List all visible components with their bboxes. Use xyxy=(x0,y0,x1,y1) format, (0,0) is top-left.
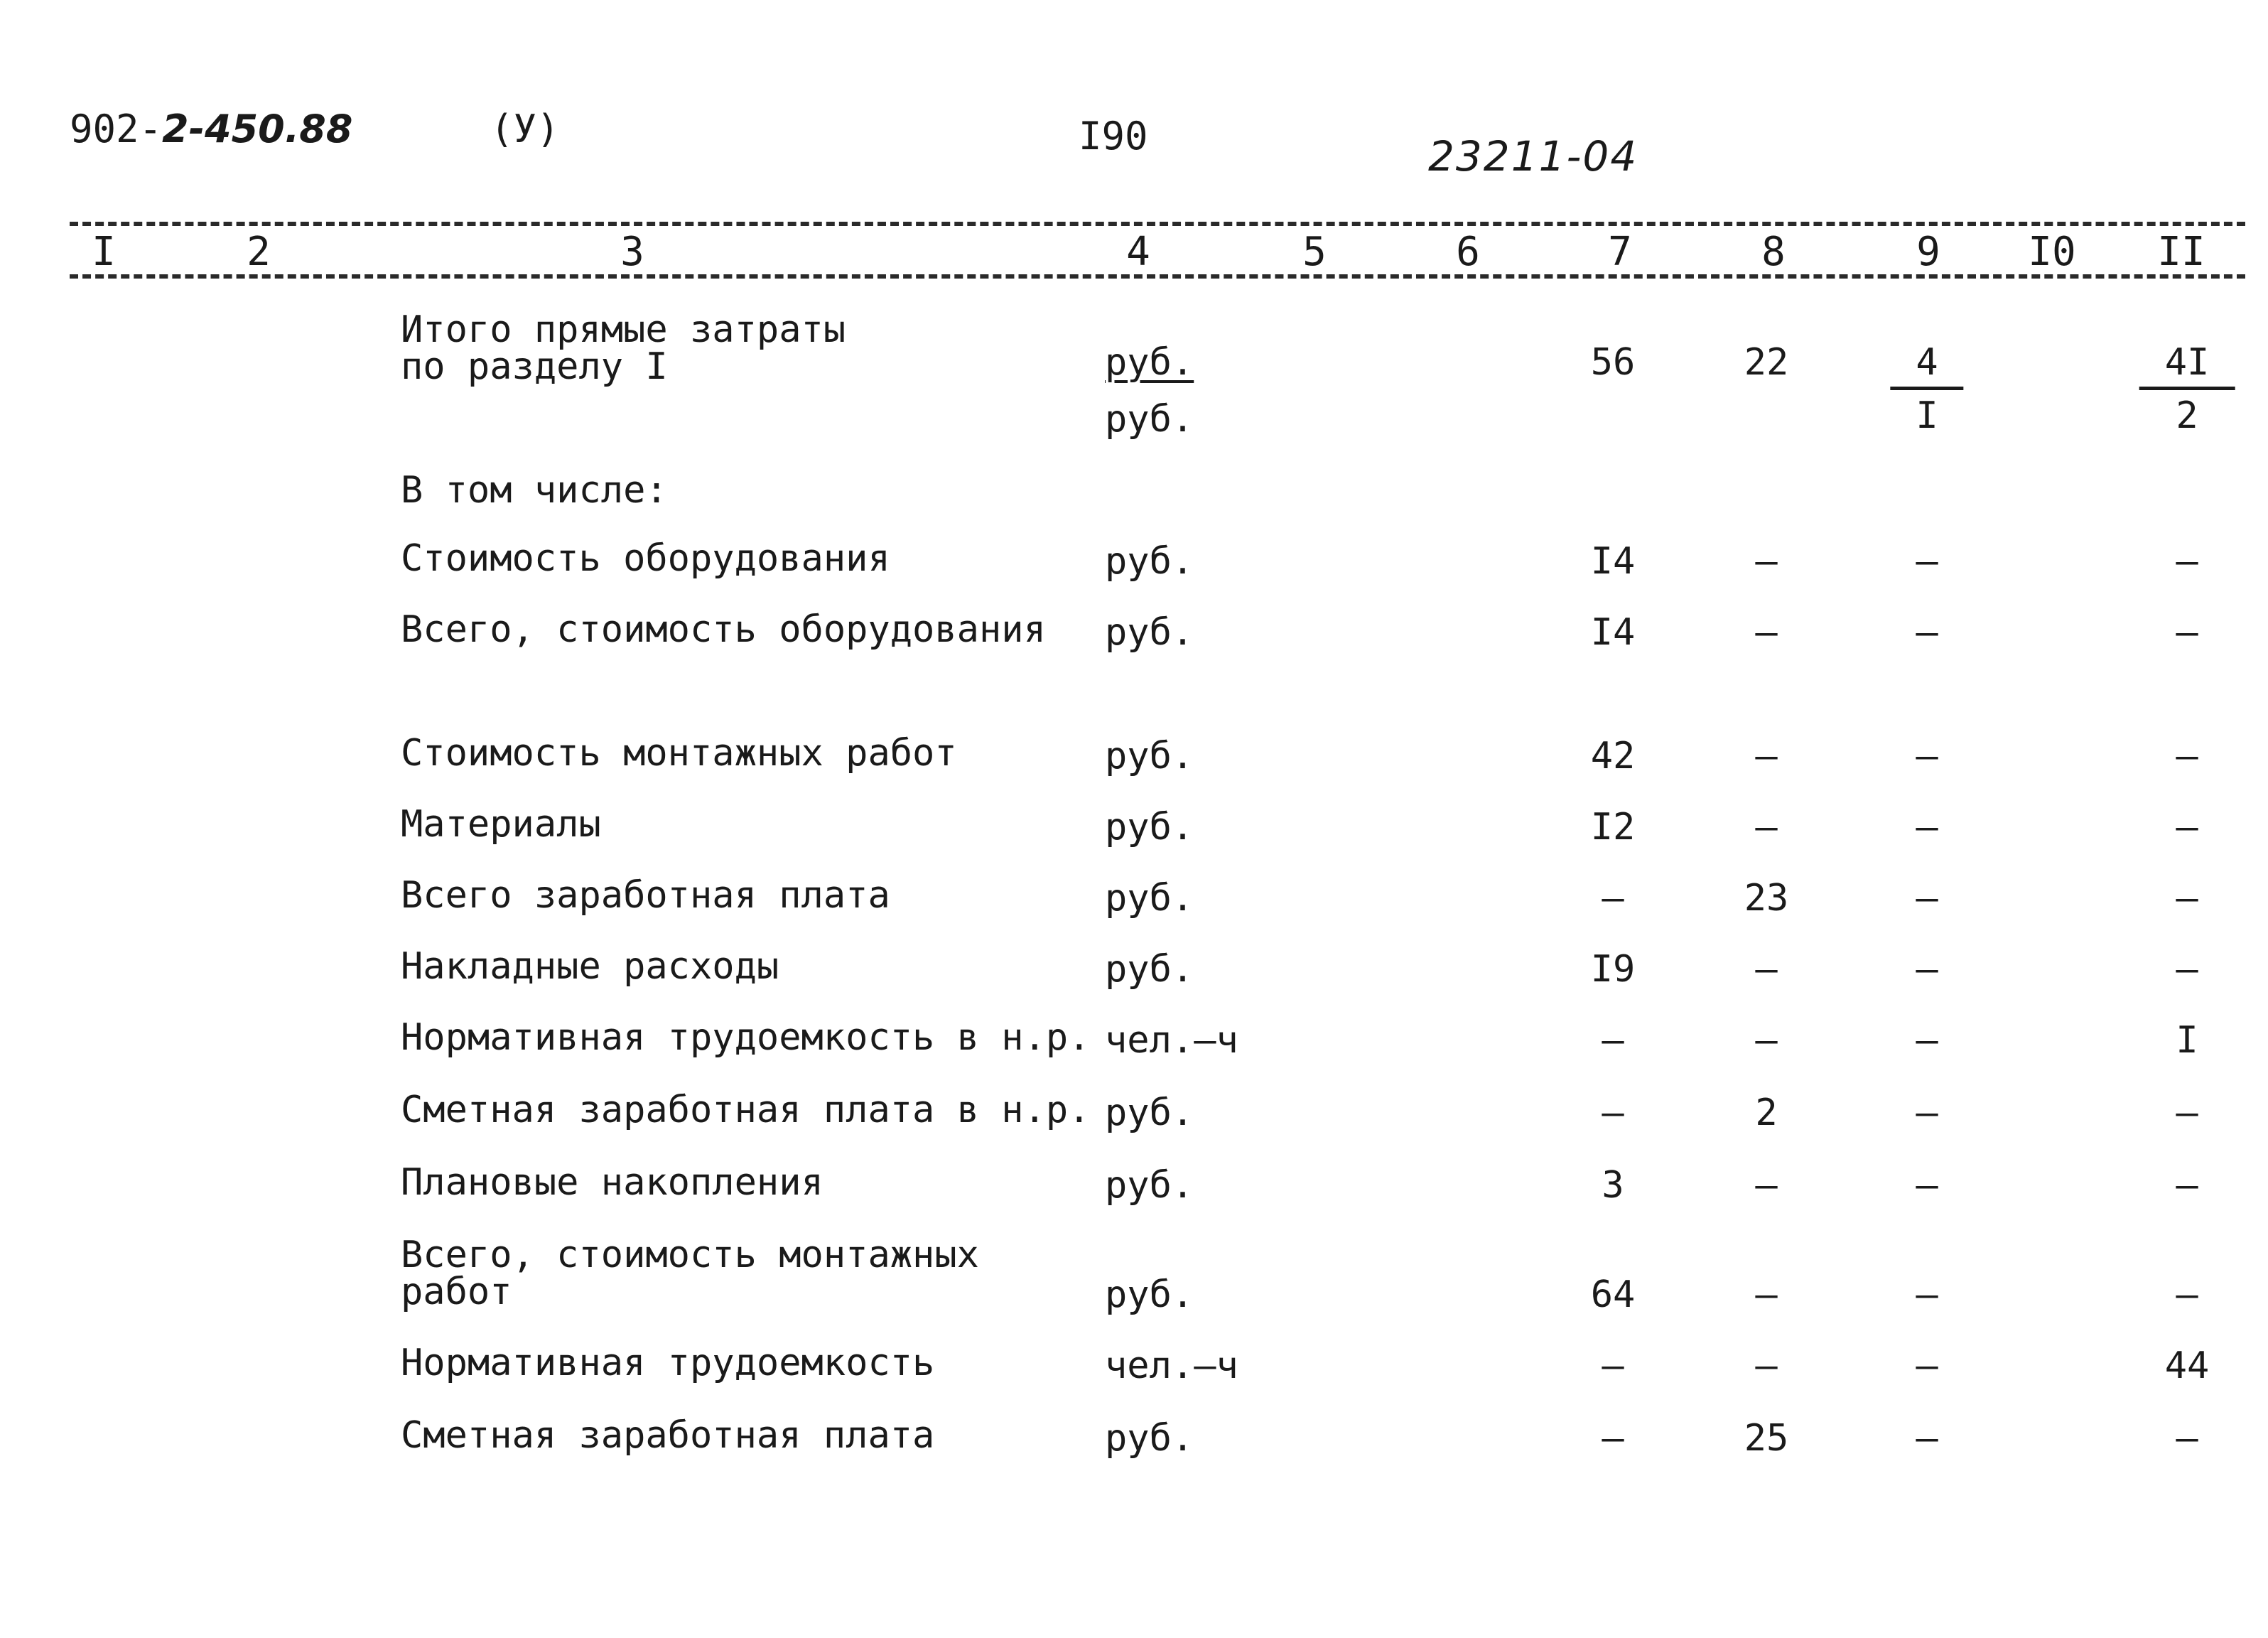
total-label-line1: Итого прямые затраты xyxy=(401,308,846,351)
row-col11: – xyxy=(2176,611,2198,654)
row-col11: – xyxy=(2176,1092,2198,1134)
row-label: Нормативная трудоемкость в н.р. xyxy=(401,1016,1091,1059)
row-col8: – xyxy=(1755,611,1778,654)
row-col9: – xyxy=(1916,611,1938,654)
row-label: Всего заработная плата xyxy=(401,874,890,917)
row-col8: – xyxy=(1755,806,1778,848)
document-code-prefix: 902- xyxy=(70,107,163,151)
row-col7: 64 xyxy=(1590,1273,1636,1316)
row-col9: – xyxy=(1916,1273,1938,1316)
row-col9: – xyxy=(1916,1417,1938,1460)
table-row xyxy=(0,874,2268,941)
column-header-2: 2 xyxy=(247,229,271,275)
column-header-4: 4 xyxy=(1126,229,1150,275)
row-label-line2: работ xyxy=(401,1271,512,1313)
row-label: Накладные расходы xyxy=(401,945,779,988)
table-row xyxy=(0,1161,2268,1228)
row-col9: – xyxy=(1916,877,1938,920)
row-col9: – xyxy=(1916,948,1938,991)
column-header-8: 8 xyxy=(1761,229,1786,275)
total-label xyxy=(401,308,846,388)
table-row xyxy=(0,803,2268,870)
row-unit: чел.–ч xyxy=(1105,1345,1238,1387)
total-col7: 56 xyxy=(1590,341,1636,384)
row-label: Всего, стоимость оборудования xyxy=(401,608,1046,651)
column-header-10: I0 xyxy=(2028,229,2076,275)
row-unit: руб. xyxy=(1105,1417,1194,1460)
row-unit: руб. xyxy=(1105,1092,1194,1134)
row-col7: 42 xyxy=(1590,735,1636,777)
total-label-line2: по разделу I xyxy=(401,345,668,388)
document-code-handwritten: 2-450.88 xyxy=(162,107,353,151)
column-header-11: II xyxy=(2157,229,2205,275)
row-col11: – xyxy=(2176,540,2198,583)
row-col11: – xyxy=(2176,1273,2198,1316)
table-row xyxy=(0,945,2268,1012)
subheading-including: В том числе: xyxy=(401,469,668,512)
table-row xyxy=(0,1414,2268,1481)
total-col11-fraction xyxy=(2139,341,2235,437)
row-label: Сметная заработная плата в н.р. xyxy=(401,1089,1091,1131)
row-col8: – xyxy=(1755,1273,1778,1316)
row-col8: – xyxy=(1755,1164,1778,1207)
column-header-5: 5 xyxy=(1302,229,1327,275)
document-mark: (У) xyxy=(490,107,560,151)
page-number: I90 xyxy=(1079,114,1148,158)
row-col7: 3 xyxy=(1602,1164,1624,1207)
row-label: Стоимость монтажных работ xyxy=(401,732,957,775)
row-col9: – xyxy=(1916,735,1938,777)
row-label: Стоимость оборудования xyxy=(401,537,890,580)
row-col8: 2 xyxy=(1755,1092,1778,1134)
row-col8: 25 xyxy=(1744,1417,1789,1460)
table-row xyxy=(0,1016,2268,1083)
row-unit: руб. xyxy=(1105,1273,1194,1316)
total-col9-numerator: 4 xyxy=(1890,341,1963,390)
row-col11: – xyxy=(2176,735,2198,777)
table-row xyxy=(0,537,2268,604)
row-col7: – xyxy=(1602,1092,1624,1134)
total-col9-fraction xyxy=(1890,341,1963,437)
table-row xyxy=(0,1342,2268,1408)
column-header-6: 6 xyxy=(1456,229,1480,275)
total-col11-numerator: 4I xyxy=(2139,341,2235,390)
total-unit-2: руб. xyxy=(1105,398,1194,441)
document-code xyxy=(70,107,352,151)
row-unit: руб. xyxy=(1105,877,1194,920)
row-col7: I4 xyxy=(1590,540,1636,583)
row-col11: – xyxy=(2176,877,2198,920)
row-label: Сметная заработная плата xyxy=(401,1414,935,1457)
row-col8: – xyxy=(1755,540,1778,583)
row-col8: – xyxy=(1755,1345,1778,1387)
row-col7: I2 xyxy=(1590,806,1636,848)
row-col7: – xyxy=(1602,1345,1624,1387)
row-col7: – xyxy=(1602,877,1624,920)
row-unit: руб. xyxy=(1105,611,1194,654)
table-row xyxy=(0,608,2268,675)
header-top-dashed-rule xyxy=(70,222,2245,226)
row-col11: – xyxy=(2176,806,2198,848)
total-direct-costs-row xyxy=(0,308,2268,441)
row-label: Материалы xyxy=(401,803,601,846)
total-col9-denominator: I xyxy=(1916,394,1938,437)
row-unit: руб. xyxy=(1105,806,1194,848)
row-unit: руб. xyxy=(1105,540,1194,583)
row-col9: – xyxy=(1916,1019,1938,1062)
row-unit: руб. xyxy=(1105,1164,1194,1207)
total-unit-1: руб. xyxy=(1105,341,1194,384)
total-col8: 22 xyxy=(1744,341,1789,384)
row-unit: руб. xyxy=(1105,948,1194,991)
row-col11: – xyxy=(2176,1417,2198,1460)
column-header-1: I xyxy=(92,229,116,275)
row-label-line1: Всего, стоимость монтажных xyxy=(401,1234,979,1276)
row-col8: – xyxy=(1755,1019,1778,1062)
row-label xyxy=(401,1234,979,1313)
table-row xyxy=(0,732,2268,799)
table-row xyxy=(0,1089,2268,1155)
column-header-3: 3 xyxy=(620,229,644,275)
row-col9: – xyxy=(1916,540,1938,583)
row-unit: чел.–ч xyxy=(1105,1019,1238,1062)
row-label: Нормативная трудоемкость xyxy=(401,1342,935,1384)
row-col9: – xyxy=(1916,1164,1938,1207)
total-col11-denominator: 2 xyxy=(2176,394,2198,437)
row-col9: – xyxy=(1916,1345,1938,1387)
row-col7: I4 xyxy=(1590,611,1636,654)
row-col11: 44 xyxy=(2164,1345,2210,1387)
column-header-7: 7 xyxy=(1608,229,1632,275)
row-col9: – xyxy=(1916,806,1938,848)
row-col8: 23 xyxy=(1744,877,1789,920)
column-header-9: 9 xyxy=(1916,229,1940,275)
row-label: Плановые накопления xyxy=(401,1161,824,1204)
row-col11: – xyxy=(2176,1164,2198,1207)
row-col9: – xyxy=(1916,1092,1938,1134)
table-row xyxy=(0,1236,2268,1336)
row-col8: – xyxy=(1755,735,1778,777)
sheet-code-handwritten: 23211-04 xyxy=(1428,132,1638,180)
row-col7: – xyxy=(1602,1417,1624,1460)
row-col8: – xyxy=(1755,948,1778,991)
row-unit: руб. xyxy=(1105,735,1194,777)
row-col7: – xyxy=(1602,1019,1624,1062)
row-col7: I9 xyxy=(1590,948,1636,991)
row-col11: – xyxy=(2176,948,2198,991)
row-col11: I xyxy=(2176,1019,2198,1062)
